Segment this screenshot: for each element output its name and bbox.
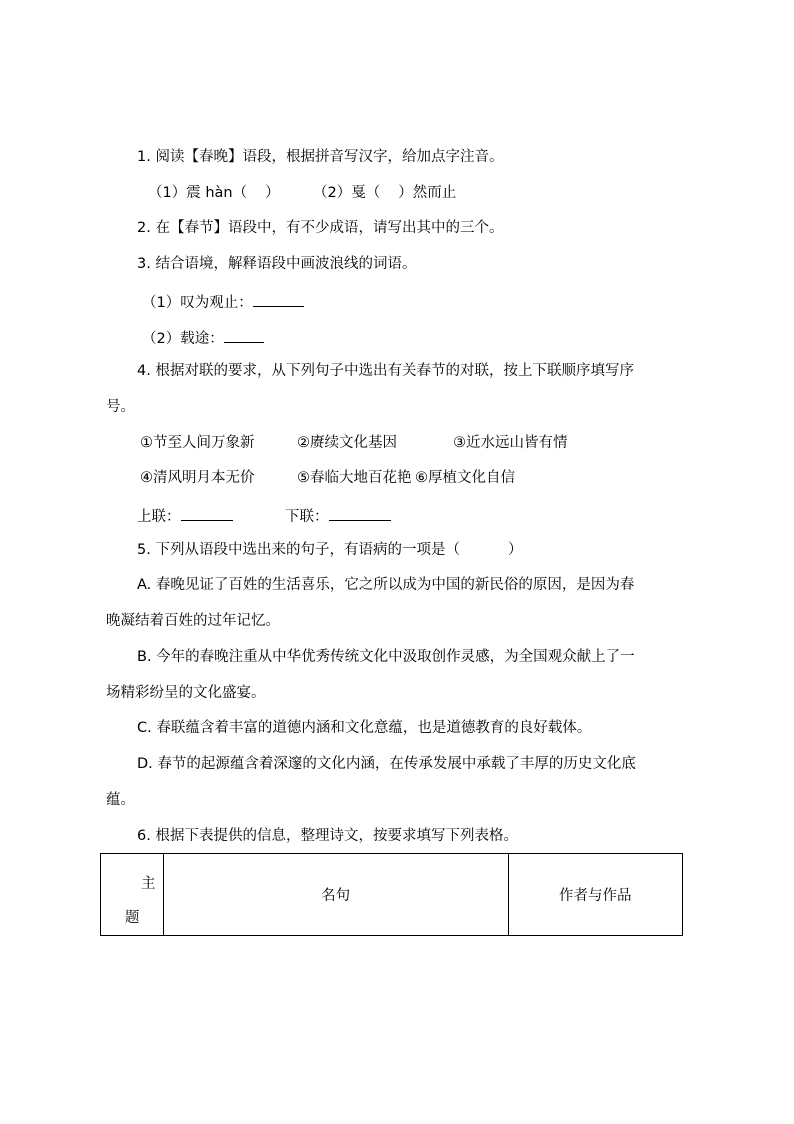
q4-stem-line1: 4. 根据对联的要求，从下列句子中选出有关春节的对联，按上下联顺序填写序	[137, 363, 634, 379]
q4-option-1: ①节至人间万象新	[140, 435, 255, 451]
q1-item2-prefix: （2）戛（	[313, 185, 381, 201]
q1-item1-prefix: （1）震 hàn（	[148, 185, 248, 201]
q4-upper-couplet	[137, 507, 233, 525]
q4-option-5: ⑤春临大地百花艳	[297, 470, 412, 486]
q3-item1	[142, 293, 304, 311]
q5-stem-close: ）	[507, 542, 523, 558]
quote-header-cell: 名句	[163, 854, 508, 936]
q5-option-a-line1: A. 春晚见证了百姓的生活喜乐，它之所以成为中国的新民俗的原因，是因为春	[137, 577, 635, 593]
poetry-table	[100, 853, 683, 936]
q4-option-3: ③近水远山皆有情	[453, 435, 568, 451]
topic-char-2: 题	[125, 910, 140, 926]
q4-upper-label: 上联：	[137, 509, 181, 525]
q3-item1-blank[interactable]	[253, 293, 304, 307]
author-header-cell: 作者与作品	[508, 854, 682, 936]
q4-stem-line2: 号。	[106, 399, 135, 415]
q1-item1-suffix: ）	[265, 185, 280, 201]
q4-option-2: ②赓续文化基因	[297, 435, 397, 451]
q4-upper-blank[interactable]	[181, 507, 233, 521]
table-header-row	[101, 854, 683, 936]
q4-option-6: ⑥厚植文化自信	[415, 470, 515, 486]
q3-item2-blank[interactable]	[224, 329, 264, 343]
q5-option-a-line2: 晚凝结着百姓的过年记忆。	[106, 613, 280, 629]
topic-char-1: 主	[141, 876, 156, 892]
q5-option-c: C. 春联蕴含着丰富的道德内涵和文化意蕴，也是道德教育的良好载体。	[137, 720, 592, 736]
q5-option-d-line2: 蕴。	[106, 792, 135, 808]
q3-item2	[142, 329, 264, 347]
q4-option-4: ④清风明月本无价	[140, 470, 255, 486]
q3-item1-label: （1）叹为观止：	[142, 295, 253, 311]
q4-lower-blank[interactable]	[329, 507, 391, 521]
q4-lower-couplet	[285, 507, 391, 525]
q1-item1	[148, 186, 280, 201]
q6-stem: 6. 根据下表提供的信息，整理诗文，按要求填写下列表格。	[137, 828, 518, 844]
q1-item2	[313, 186, 456, 201]
q4-lower-label: 下联：	[285, 509, 329, 525]
q5-option-b-line2: 场精彩纷呈的文化盛宴。	[106, 685, 266, 701]
q5-stem-text: 5. 下列从语段中选出来的句子，有语病的一项是（	[137, 542, 460, 558]
q3-stem: 3. 结合语境，解释语段中画波浪线的词语。	[137, 256, 417, 272]
q1-item2-suffix: ）然而止	[398, 185, 457, 201]
q5-option-d-line1: D. 春节的起源蕴含着深邃的文化内涵，在传承发展中承载了丰厚的历史文化底	[137, 756, 636, 772]
q5-stem	[137, 543, 522, 558]
q3-item2-label: （2）载途：	[142, 331, 224, 347]
q1-stem: 1. 阅读【春晚】语段，根据拼音写汉字，给加点字注音。	[137, 149, 504, 165]
q5-option-b-line1: B. 今年的春晚注重从中华优秀传统文化中汲取创作灵感，为全国观众献上了一	[137, 649, 635, 665]
topic-header-cell	[101, 854, 164, 936]
q2-stem: 2. 在【春节】语段中，有不少成语，请写出其中的三个。	[137, 220, 504, 236]
